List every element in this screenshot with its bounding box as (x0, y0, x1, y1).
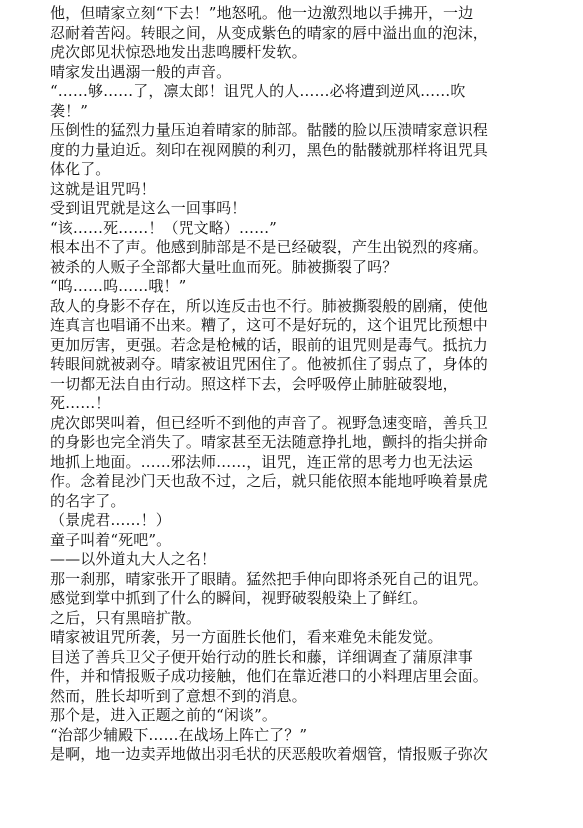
text-line: ——以外道丸大人之名！ (50, 550, 217, 568)
text-line: 之后，只有黑暗扩散。 (50, 608, 202, 627)
text-line: 压倒性的猛烈力量压迫着晴家的肺部。骷髅的脸以压溃晴家意识程 (50, 121, 488, 139)
text-line: 这就是诅咒吗！ (50, 179, 156, 198)
text-line: 被杀的人贩子全部都大量吐血而死。肺被撕裂了吗？ (50, 257, 398, 276)
text-line: “呜……呜……哦！” (50, 277, 187, 295)
text-line: 度的力量迫近。刻印在视网膜的利刃，黑色的骷髅就那样将诅咒具 (50, 140, 488, 159)
text-line: “该……死……！（咒文略）……” (50, 218, 277, 237)
text-line: （景虎君……！） (50, 511, 171, 529)
text-line: 晴家被诅咒所袭，另一方面胜长他们，看来难免未能发觉。 (50, 628, 443, 646)
text-line: 目送了善兵卫父子便开始行动的胜长和藤，详细调查了蒲原津事 (50, 647, 473, 666)
text-line: 袭！” (50, 101, 88, 120)
text-line: 地抓上地面。……邪法师……，诅咒，连正常的思考力也无法运 (50, 452, 473, 471)
text-line: 然而，胜长却听到了意想不到的消息。 (50, 686, 307, 705)
text-line: 是啊，地一边卖弄地做出羽毛状的厌恶般吹着烟管，情报贩子弥次 (50, 745, 488, 763)
text-line: 晴家发出遇溺一般的声音。 (50, 62, 232, 81)
text-line: 的名字了。 (50, 491, 126, 510)
text-line: 体化了。 (50, 160, 111, 178)
text-line: 受到诅咒就是这么一回事吗！ (50, 199, 247, 217)
text-line: 更加厉害，更强。若念是枪械的话，眼前的诅咒则是毒气。抵抗力 (50, 335, 488, 354)
text-line: 那个是，进入正题之前的“闲谈”。 (50, 706, 277, 724)
text-line: 件，并和情报贩子成功接触，他们在靠近港口的小料理店里会面。 (50, 667, 488, 685)
text-line: 连真言也唱诵不出来。糟了，这可不是好玩的，这个诅咒比预想中 (50, 316, 488, 334)
text-line: 一切都无法自由行动。照这样下去，会呼吸停止肺脏破裂地， (50, 374, 458, 393)
text-line: 那一刹那，晴家张开了眼睛。猛然把手伸向即将杀死自己的诅咒。 (50, 569, 488, 588)
text-line: 虎次郎哭叫着，但已经听不到他的声音了。视野急速变暗，善兵卫 (50, 413, 488, 432)
text-line: 根本出不了声。他感到肺部是不是已经破裂，产生出锐烈的疼痛。 (50, 238, 488, 256)
text-line: 忍耐着苦闷。转眼之间，从变成紫色的晴家的唇中溢出血的泡沫， (50, 23, 488, 42)
text-line: 敌人的身影不存在，所以连反击也不行。肺被撕裂般的剧痛，使他 (50, 296, 488, 315)
text-line: 感觉到掌中抓到了什么的瞬间，视野破裂般染上了鲜红。 (50, 589, 428, 607)
text-line: “治部少辅殿下……在战场上阵亡了？” (50, 725, 308, 744)
text-line: 虎次郎见状惊恐地发出悲鸣腰杆发软。 (50, 43, 307, 61)
text-line: 转眼间就被剥夺。晴家被诅咒困住了。他被抓住了弱点了，身体的 (50, 355, 488, 373)
text-line: 死……！ (50, 394, 111, 412)
text-line: 的身影也完全消失了。晴家甚至无法随意挣扎地，颤抖的指尖拼命 (50, 433, 488, 451)
text-line: 作。念着昆沙门天也敌不过，之后，就只能依照本能地呼唤着景虎 (50, 472, 488, 490)
text-line: 他，但晴家立刻“下去！”地怒吼。他一边激烈地以手拂开，一边 (50, 4, 474, 22)
text-line: 童子叫着“死吧”。 (50, 530, 172, 549)
text-line: “……够……了，凛太郎！诅咒人的人……必将遭到逆风……吹 (50, 82, 466, 100)
